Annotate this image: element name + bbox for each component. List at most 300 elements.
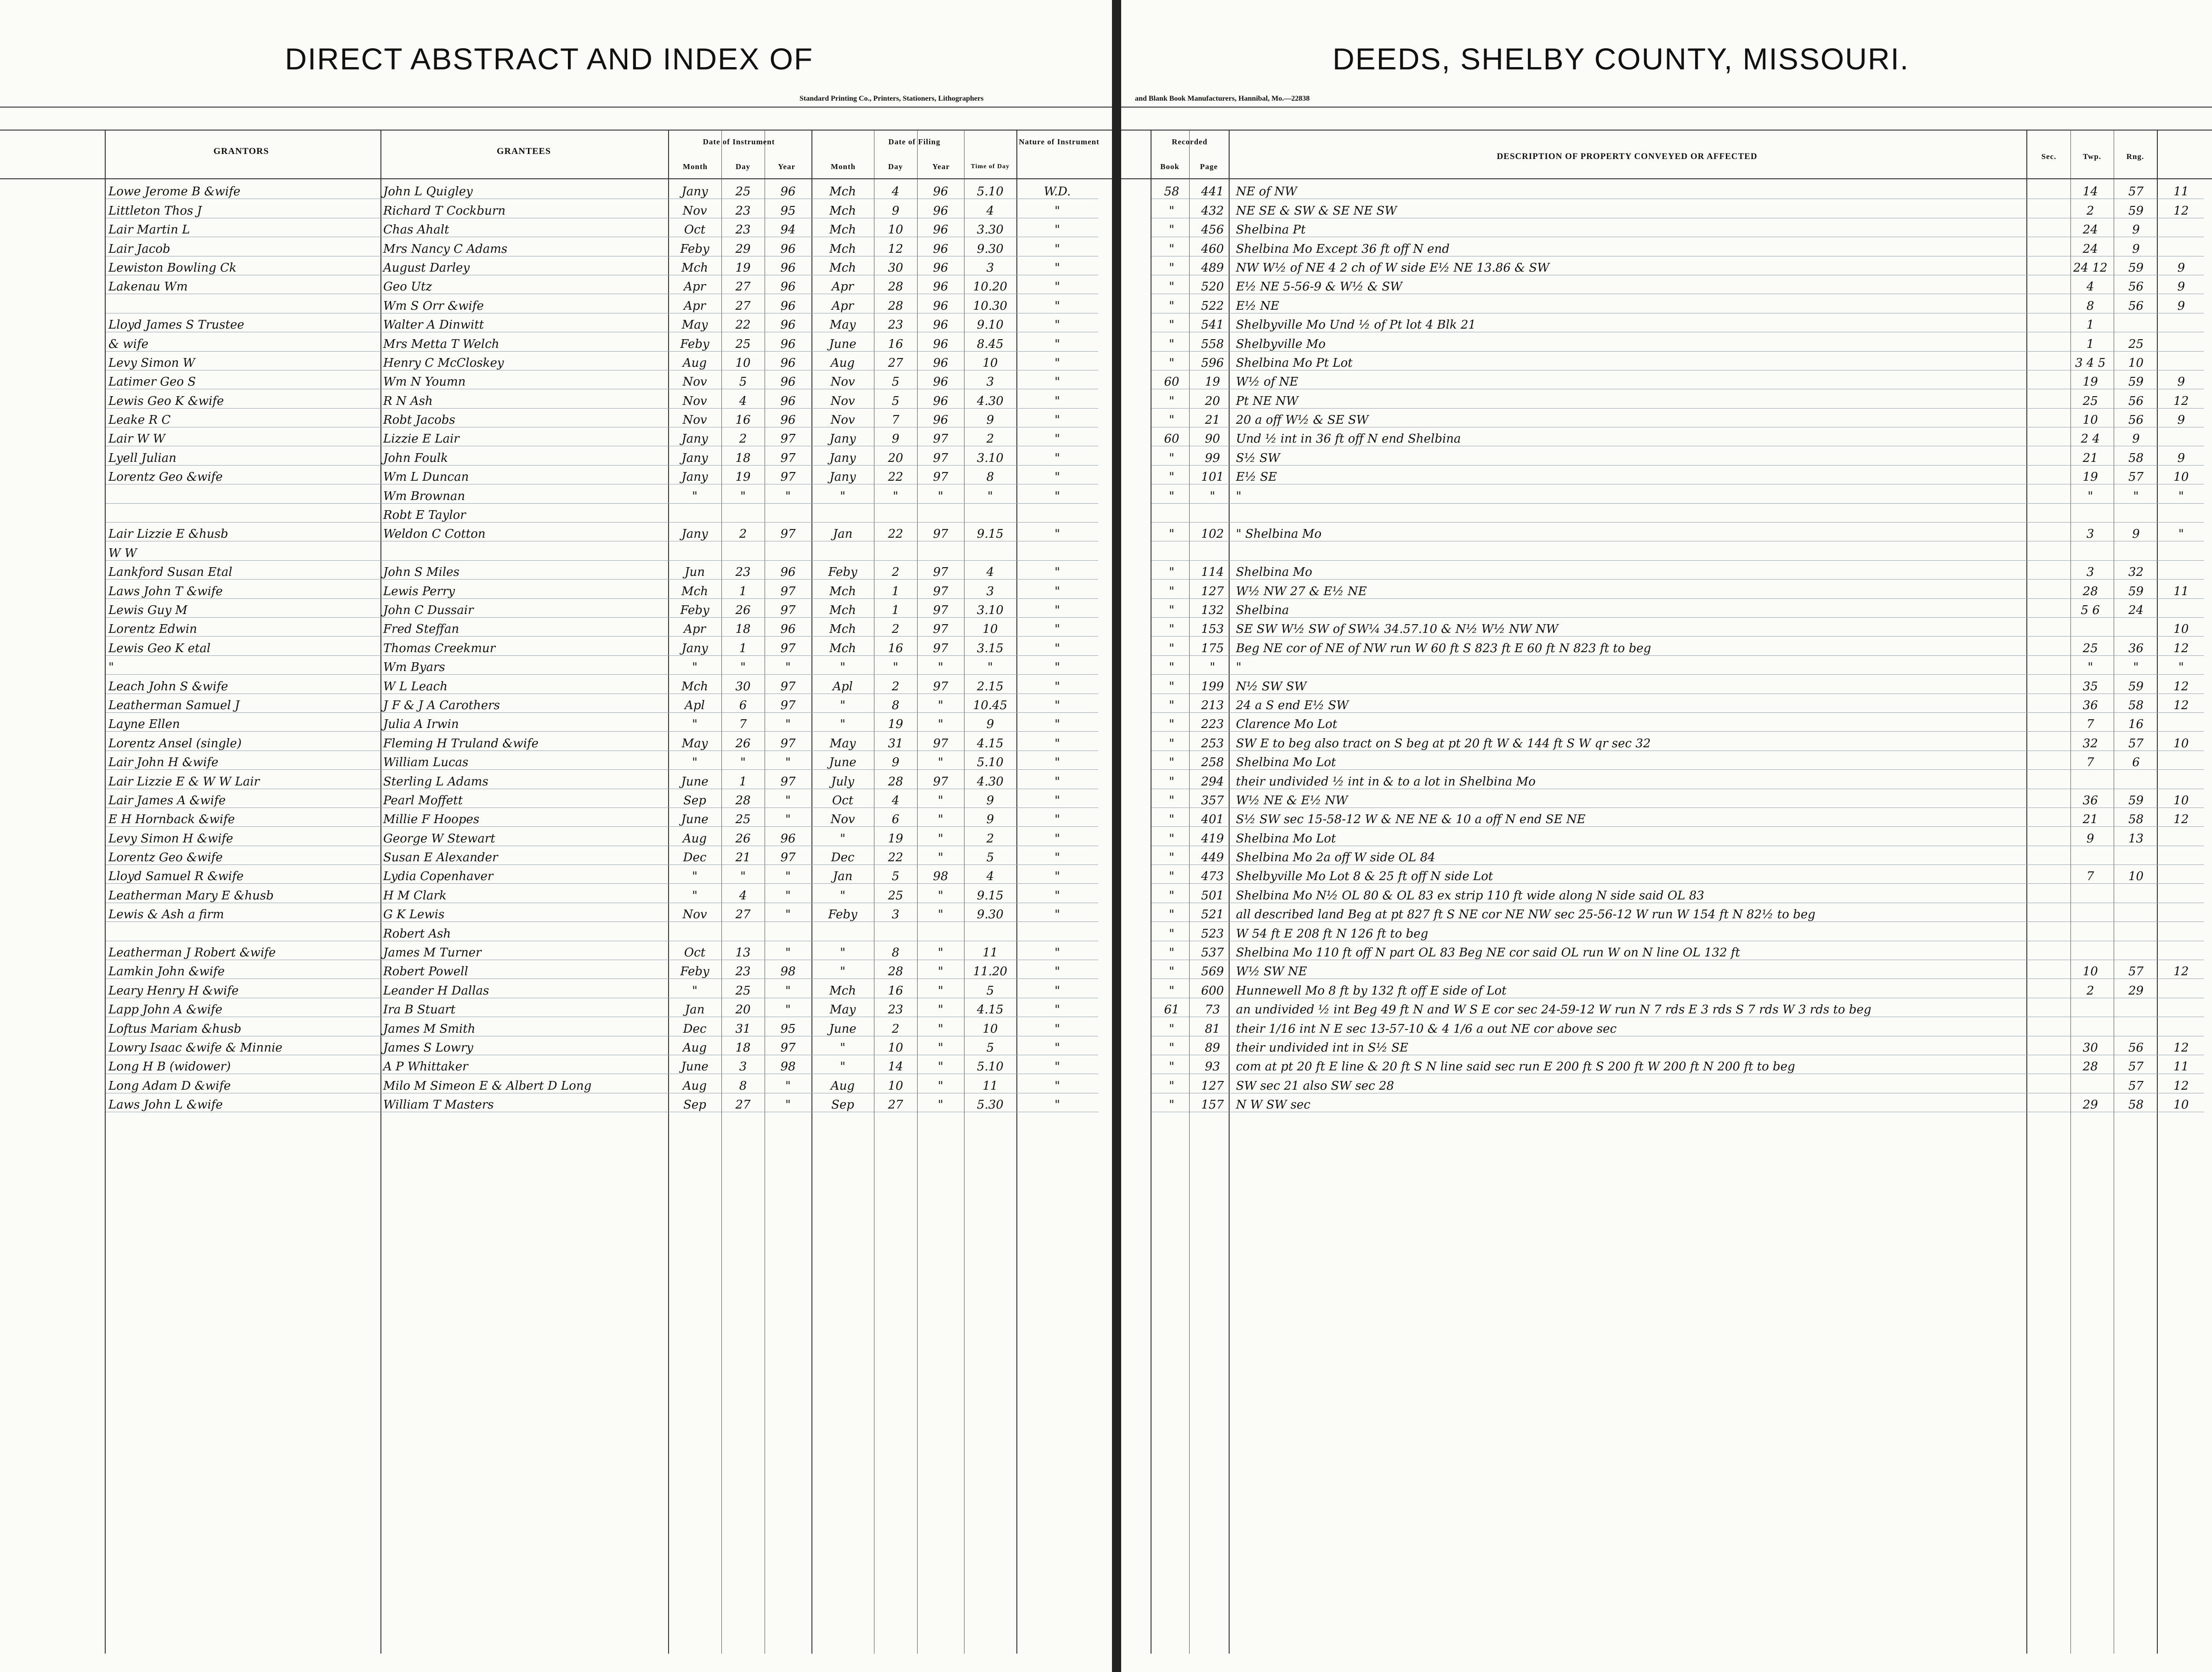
description-cell: Shelbina Pt [1233,218,2067,237]
instrument-month-cell: Nov [668,199,721,218]
instrument-year-cell: 97 [765,598,811,617]
filing-year-cell: 98 [917,865,964,884]
description-cell: NE of NW [1233,180,2067,199]
nature-cell: " [1016,256,1098,275]
filing-year-cell: " [917,846,964,864]
book-cell: " [1151,1074,1192,1093]
instrument-month-cell: June [668,1055,721,1074]
filing-year-cell: " [917,960,964,979]
filing-month-cell: Oct [811,789,874,808]
sec-cell: 1 [2067,313,2113,332]
book-cell: " [1151,694,1192,712]
grantee-cell: James S Lowry [380,1036,668,1055]
grantee-cell: G K Lewis [380,903,668,921]
instrument-month-cell [668,503,721,522]
description-cell: NE SE & SW & SE NE SW [1233,199,2067,218]
filing-day-cell [874,541,917,560]
page-cell [1192,541,1233,560]
nature-cell: W.D. [1016,180,1098,199]
instrument-month-cell: May [668,732,721,751]
instrument-year-cell: 96 [765,389,811,408]
instrument-day-cell [721,503,765,522]
filing-day-cell: 9 [874,751,917,769]
nature-cell: " [1016,446,1098,465]
filing-year-cell: " [917,884,964,903]
instrument-month-cell: Apr [668,294,721,313]
book-cell: " [1151,655,1192,674]
book-cell: " [1151,580,1192,598]
twp-cell: " [2113,484,2158,503]
grantee-cell: R N Ash [380,389,668,408]
nature-cell: " [1016,1017,1098,1036]
ledger-row [106,408,1098,427]
filing-month-cell: Feby [811,560,874,579]
ledger-row [1151,675,2204,694]
filing-day-cell: 2 [874,1017,917,1036]
header-rule [1121,130,2212,131]
instrument-day-cell: 25 [721,979,765,998]
month-header: Month [830,162,856,171]
nature-cell: " [1016,313,1098,332]
filing-day-cell: 5 [874,370,917,389]
instrument-month-cell: Jany [668,523,721,541]
instrument-day-cell: 4 [721,389,765,408]
grantor-cell: Loftus Mariam &husb [106,1017,380,1036]
book-cell: " [1151,294,1192,313]
page-cell: 258 [1192,751,1233,769]
nature-cell: " [1016,389,1098,408]
instrument-month-cell: Nov [668,370,721,389]
instrument-day-cell: 30 [721,675,765,694]
filing-time-cell: 9 [964,789,1016,808]
description-cell: W½ NW 27 & E½ NE [1233,580,2067,598]
page-cell: 114 [1192,560,1233,579]
instrument-day-cell [721,541,765,560]
book-cell: " [1151,275,1192,294]
filing-year-cell: 97 [917,427,964,446]
sec-header: Sec. [2041,152,2057,161]
nature-of-instrument-header: Nature of Instrument [1019,137,1100,146]
instrument-day-cell: 21 [721,846,765,864]
instrument-day-cell: 22 [721,313,765,332]
instrument-year-cell: 97 [765,637,811,655]
filing-time-cell: 9.15 [964,884,1016,903]
rng-cell [2159,218,2204,237]
grantee-cell: Milo M Simeon E & Albert D Long [380,1074,668,1093]
filing-month-cell: Mch [811,598,874,617]
instrument-year-cell: " [765,808,811,826]
filing-month-cell: " [811,827,874,846]
ledger-row [1151,523,2204,541]
instrument-year-cell: 97 [765,446,811,465]
year-header: Year [778,162,795,171]
grantor-cell: Lowe Jerome B &wife [106,180,380,199]
grantee-cell: James M Turner [380,941,668,960]
time-of-day-header: Time of Day [970,163,1010,170]
filing-month-cell: May [811,313,874,332]
filing-year-cell: " [917,1093,964,1112]
nature-cell: " [1016,941,1098,960]
instrument-month-cell: Aug [668,827,721,846]
filing-year-cell [917,922,964,941]
filing-day-cell: 10 [874,1074,917,1093]
ledger-row [106,1074,1098,1093]
ledger-row [106,427,1098,446]
book-cell: " [1151,960,1192,979]
ledger-row [106,1036,1098,1055]
filing-month-cell: Dec [811,846,874,864]
page-cell: 73 [1192,998,1233,1017]
description-cell: SE SW W½ SW of SW¼ 34.57.10 & N½ W½ NW NW [1233,617,2067,636]
instrument-month-cell: Jany [668,180,721,199]
twp-cell: 56 [2113,294,2158,313]
instrument-year-cell: 97 [765,427,811,446]
ledger-row [106,1017,1098,1036]
sec-cell: 4 [2067,275,2113,294]
page-cell: 127 [1192,580,1233,598]
grantors-header: GRANTORS [213,146,269,156]
filing-year-cell: 97 [917,598,964,617]
sec-cell [2067,503,2113,522]
instrument-month-cell: Jany [668,637,721,655]
sec-cell: 5 6 [2067,598,2113,617]
grantee-cell: Robert Ash [380,922,668,941]
filing-year-cell [917,503,964,522]
instrument-year-cell: 95 [765,1017,811,1036]
rng-cell [2159,979,2204,998]
description-cell: Hunnewell Mo 8 ft by 132 ft off E side of Lot [1233,979,2067,998]
grantor-cell: Lankford Susan Etal [106,560,380,579]
description-cell: Shelbina Mo Lot [1233,751,2067,769]
ledger-row [1151,1017,2204,1036]
rng-cell [2159,941,2204,960]
filing-month-cell: Jany [811,465,874,484]
page-header: Page [1200,162,1218,171]
ledger-row [1151,770,2204,789]
instrument-year-cell: 97 [765,580,811,598]
ledger-row [1151,998,2204,1017]
instrument-year-cell: 96 [765,237,811,256]
description-cell: Shelbina Mo Except 36 ft off N end [1233,237,2067,256]
ledger-row [1151,294,2204,313]
sec-cell: 7 [2067,712,2113,731]
instrument-day-cell: 10 [721,351,765,370]
filing-time-cell: 3.10 [964,446,1016,465]
filing-time-cell: 3.10 [964,598,1016,617]
book-cell: " [1151,408,1192,427]
grantor-cell: Lair W W [106,427,380,446]
twp-cell [2113,846,2158,864]
filing-day-cell: 23 [874,313,917,332]
rng-cell: 11 [2159,1055,2204,1074]
book-cell: " [1151,979,1192,998]
sec-cell [2067,1074,2113,1093]
ledger-row [106,389,1098,408]
filing-year-cell: 97 [917,732,964,751]
ledger-row [1151,541,2204,560]
filing-day-cell: 19 [874,827,917,846]
sec-cell: 1 [2067,332,2113,351]
nature-cell: " [1016,846,1098,864]
grantor-cell: Lamkin John &wife [106,960,380,979]
filing-month-cell: Mch [811,580,874,598]
ledger-row [106,256,1098,275]
filing-time-cell: 4.30 [964,389,1016,408]
filing-year-cell: 96 [917,218,964,237]
filing-time-cell [964,541,1016,560]
nature-cell: " [1016,865,1098,884]
filing-day-cell: 31 [874,732,917,751]
ledger-row [106,903,1098,921]
instrument-month-cell: Jany [668,465,721,484]
instrument-month-cell: Nov [668,903,721,921]
filing-month-cell: Feby [811,903,874,921]
nature-cell: " [1016,332,1098,351]
filing-year-cell: 97 [917,560,964,579]
page-cell: 441 [1192,180,1233,199]
instrument-year-cell: 97 [765,523,811,541]
ledger-row [106,846,1098,864]
book-cell: " [1151,922,1192,941]
instrument-day-cell: 18 [721,1036,765,1055]
sec-cell: 24 [2067,237,2113,256]
instrument-day-cell: 1 [721,637,765,655]
ledger-row [106,655,1098,674]
rng-cell: 12 [2159,808,2204,826]
book-cell: " [1151,751,1192,769]
grantor-cell: Laws John T &wife [106,580,380,598]
filing-month-cell: Jany [811,446,874,465]
twp-cell [2113,770,2158,789]
rng-cell [2159,351,2204,370]
filing-time-cell: 10.30 [964,294,1016,313]
instrument-month-cell: Feby [668,237,721,256]
nature-cell: " [1016,427,1098,446]
rng-cell: 11 [2159,580,2204,598]
book-cell: 60 [1151,427,1192,446]
twp-cell: 59 [2113,256,2158,275]
filing-day-cell: 28 [874,294,917,313]
grantor-cell: Latimer Geo S [106,370,380,389]
instrument-day-cell: 26 [721,598,765,617]
grantor-cell: Lewis Geo K &wife [106,389,380,408]
filing-time-cell: 11 [964,1074,1016,1093]
sec-cell [2067,941,2113,960]
twp-cell: 24 [2113,598,2158,617]
filing-day-cell: 20 [874,446,917,465]
ledger-row [106,446,1098,465]
grantee-cell: Wm N Youmn [380,370,668,389]
filing-month-cell: " [811,712,874,731]
instrument-year-cell: 97 [765,465,811,484]
description-cell: E½ SE [1233,465,2067,484]
instrument-day-cell: 23 [721,218,765,237]
page-cell: 89 [1192,1036,1233,1055]
instrument-month-cell: Aug [668,1036,721,1055]
rng-cell: 10 [2159,1093,2204,1112]
filing-day-cell: 16 [874,332,917,351]
rng-cell: 9 [2159,294,2204,313]
sec-cell [2067,922,2113,941]
nature-cell: " [1016,408,1098,427]
page-cell: 153 [1192,617,1233,636]
grantee-cell: John C Dussair [380,598,668,617]
nature-cell: " [1016,960,1098,979]
description-cell: Shelbina Mo [1233,560,2067,579]
nature-cell: " [1016,560,1098,579]
ledger-row [1151,694,2204,712]
page-cell: 19 [1192,370,1233,389]
description-cell: an undivided ½ int Beg 49 ft N and W S E cor sec 24-59-12 W run N 7 rds E 3 rds S 7 rds W 3 rds to beg [1233,998,2067,1017]
grantee-cell: Thomas Creekmur [380,637,668,655]
nature-cell: " [1016,979,1098,998]
instrument-day-cell: 23 [721,560,765,579]
ledger-row [1151,465,2204,484]
rng-cell [2159,1017,2204,1036]
filing-day-cell: 9 [874,199,917,218]
grantee-cell: John S Miles [380,560,668,579]
grantee-cell: Ira B Stuart [380,998,668,1017]
instrument-day-cell: 27 [721,903,765,921]
instrument-year-cell [765,541,811,560]
nature-cell: " [1016,675,1098,694]
day-header: Day [735,162,751,171]
filing-month-cell: Mch [811,237,874,256]
book-cell: " [1151,1055,1192,1074]
instrument-month-cell: Oct [668,218,721,237]
rng-cell: 9 [2159,256,2204,275]
filing-year-cell: 96 [917,389,964,408]
filing-year-cell: 96 [917,370,964,389]
twp-cell: 10 [2113,865,2158,884]
nature-cell: " [1016,370,1098,389]
nature-cell: " [1016,655,1098,674]
nature-cell: " [1016,712,1098,731]
ledger-row [1151,313,2204,332]
instrument-day-cell: 19 [721,256,765,275]
instrument-month-cell: May [668,313,721,332]
instrument-month-cell: Mch [668,256,721,275]
rng-cell: 9 [2159,446,2204,465]
filing-month-cell: " [811,484,874,503]
book-cell: " [1151,1017,1192,1036]
printer-imprint-left: Standard Printing Co., Printers, Stationers, Lithographers [800,95,984,102]
twp-cell: 36 [2113,637,2158,655]
filing-day-cell: 10 [874,1036,917,1055]
ledger-row [106,275,1098,294]
filing-time-cell: 8.45 [964,332,1016,351]
grantor-cell: Lewis & Ash a firm [106,903,380,921]
instrument-year-cell [765,503,811,522]
sec-cell: 19 [2067,465,2113,484]
instrument-year-cell: " [765,979,811,998]
twp-cell [2113,541,2158,560]
description-cell: S½ SW sec 15-58-12 W & NE NE & 10 a off N end SE NE [1233,808,2067,826]
ledger-row [106,598,1098,617]
filing-year-cell: 97 [917,465,964,484]
filing-month-cell: May [811,732,874,751]
page-cell [1192,503,1233,522]
ledger-row [106,370,1098,389]
sec-cell: 2 [2067,979,2113,998]
book-cell: " [1151,598,1192,617]
filing-year-cell: 97 [917,523,964,541]
instrument-year-cell: 96 [765,408,811,427]
filing-day-cell: 7 [874,408,917,427]
instrument-year-cell: 96 [765,617,811,636]
filing-month-cell: Aug [811,1074,874,1093]
book-cell: 58 [1151,180,1192,199]
grantee-cell: August Darley [380,256,668,275]
description-cell: Clarence Mo Lot [1233,712,2067,731]
filing-time-cell: 4 [964,560,1016,579]
description-cell: Shelbina Mo Lot [1233,827,2067,846]
book-cell: " [1151,903,1192,921]
grantee-cell: Henry C McCloskey [380,351,668,370]
filing-month-cell: Apl [811,675,874,694]
instrument-month-cell: Feby [668,960,721,979]
instrument-year-cell: " [765,941,811,960]
twp-cell: 58 [2113,446,2158,465]
twp-cell: 59 [2113,199,2158,218]
instrument-month-cell [668,541,721,560]
description-cell: W 54 ft E 208 ft N 126 ft to beg [1233,922,2067,941]
filing-year-cell [917,541,964,560]
filing-year-cell: 96 [917,256,964,275]
grantor-cell: Lewiston Bowling Ck [106,256,380,275]
ledger-row [106,523,1098,541]
page-cell: 473 [1192,865,1233,884]
ledger-row [1151,617,2204,636]
grantor-cell: Lair Lizzie E &husb [106,523,380,541]
filing-month-cell: June [811,1017,874,1036]
filing-day-cell: 27 [874,1093,917,1112]
instrument-year-cell: 96 [765,560,811,579]
ledger-row [1151,1074,2204,1093]
header-rule [0,130,1112,131]
instrument-year-cell: 96 [765,313,811,332]
grantor-cell: E H Hornback &wife [106,808,380,826]
filing-year-cell: " [917,998,964,1017]
grantee-cell: W L Leach [380,675,668,694]
filing-day-cell: 27 [874,351,917,370]
sec-cell: 3 [2067,523,2113,541]
instrument-day-cell: 23 [721,960,765,979]
nature-cell: " [1016,1055,1098,1074]
rng-cell [2159,712,2204,731]
filing-day-cell [874,922,917,941]
twp-cell [2113,922,2158,941]
instrument-month-cell: Aug [668,351,721,370]
nature-cell: " [1016,1074,1098,1093]
rng-header: Rng. [2126,152,2144,161]
page-cell: 541 [1192,313,1233,332]
instrument-month-cell: Dec [668,1017,721,1036]
twp-cell: 9 [2113,427,2158,446]
description-cell: Pt NE NW [1233,389,2067,408]
filing-year-cell: " [917,789,964,808]
nature-cell: " [1016,523,1098,541]
filing-time-cell: 9.30 [964,237,1016,256]
grantee-cell: Susan E Alexander [380,846,668,864]
filing-day-cell: 4 [874,180,917,199]
ledger-row [106,1093,1098,1112]
date-of-filing-header: Date of Filing [888,137,941,146]
book-cell: " [1151,884,1192,903]
filing-day-cell: 28 [874,960,917,979]
page-cell: 357 [1192,789,1233,808]
ledger-row [1151,751,2204,769]
